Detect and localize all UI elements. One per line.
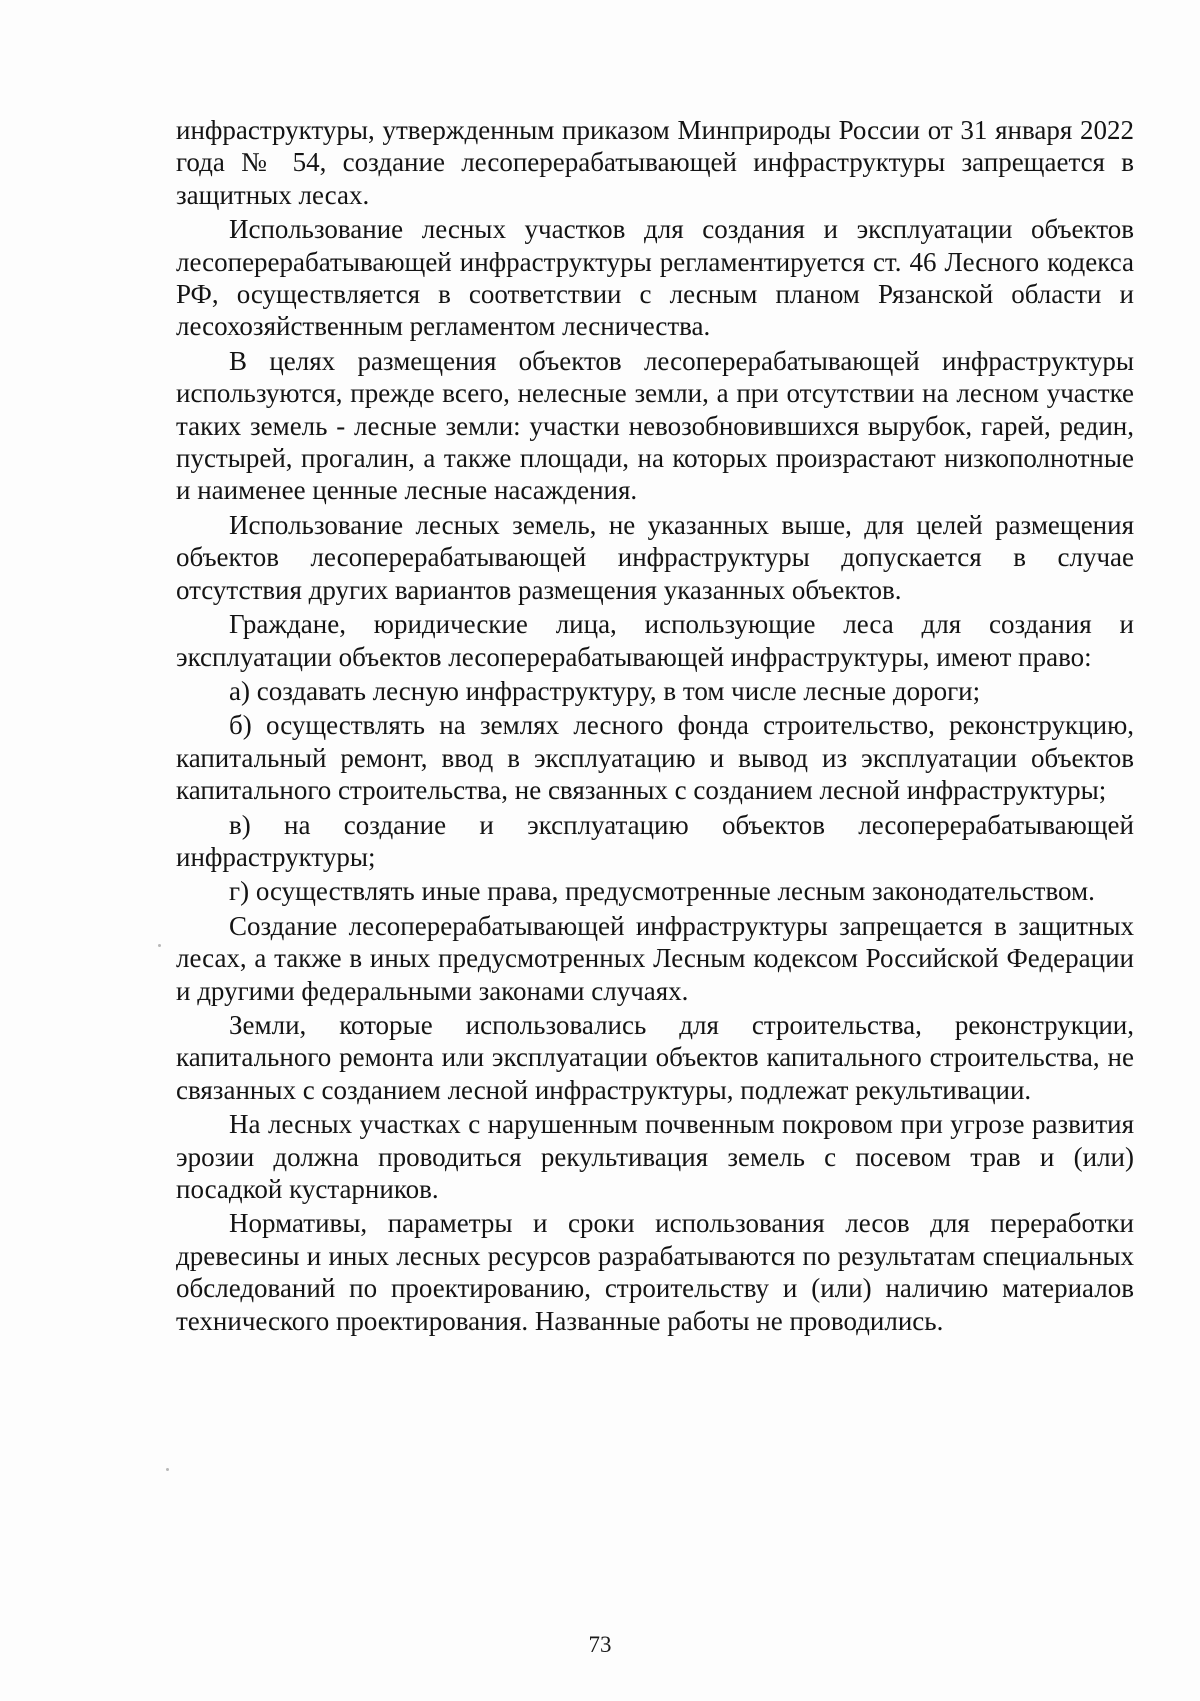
- paragraph-standards: Нормативы, параметры и сроки использования лесов для переработки древесины и иных лесных ресурсов разрабатываются по результатам специальных обследований по проектированию, строительству и (или) наличию материалов технического проектирования. Названные работы не проводились.: [176, 1208, 1134, 1336]
- paragraph-forest-plots-usage: Использование лесных участков для создания и эксплуатации объектов лесоперерабатывающей инфраструктуры регламентируется ст. 46 Лесного кодекса РФ, осуществляется в соответствии с лесным планом Рязанской области и лесохозяйственным регламентом лесничества.: [176, 214, 1134, 342]
- list-item-v: в) на создание и эксплуатацию объектов лесоперерабатывающей инфраструктуры;: [176, 809, 1134, 872]
- paragraph-erosion: На лесных участках с нарушенным почвенным покровом при угрозе развития эрозии должна проводиться рекультивация земель с посевом трав и (или) посадкой кустарников.: [176, 1109, 1134, 1204]
- scan-speck: [158, 944, 161, 947]
- paragraph-placement-purposes: В целях размещения объектов лесоперерабатывающей инфраструктуры используются, прежде всего, нелесные земли, а при отсутствии на лесном участке таких земель - лесные земли: участки невозобновившихся вырубок, гарей, редин, пустырей, прогалин, а также площади, на которых произрастают низкополнотные и наименее ценные лесные насаждения.: [176, 345, 1134, 506]
- paragraph-rights-intro: Граждане, юридические лица, использующие леса для создания и эксплуатации объектов лесоперерабатывающей инфраструктуры, имеют право:: [176, 609, 1134, 672]
- scan-speck: [166, 1468, 169, 1471]
- list-item-g: г) осуществлять иные права, предусмотренные лесным законодательством.: [229, 876, 1095, 907]
- paragraph-prohibition: Создание лесоперерабатывающей инфраструктуры запрещается в защитных лесах, а также в иных предусмотренных Лесным кодексом Российской Федерации и другими федеральными законами случаях.: [176, 910, 1134, 1006]
- page-number: 73: [588, 1632, 612, 1657]
- list-item-b: б) осуществлять на землях лесного фонда строительство, реконструкцию, капитальный ремонт, ввод в эксплуатацию и вывод из эксплуатации объектов капитального строительства, не связанных с созданием лесной инфраструктуры;: [176, 710, 1134, 806]
- paragraph-other-lands: Использование лесных земель, не указанных выше, для целей размещения объектов лесоперерабатывающей инфраструктуры допускается в случае отсутствия других вариантов размещения указанных объектов.: [176, 509, 1134, 605]
- document-body: [176, 114, 1134, 1339]
- list-item-a: а) создавать лесную инфраструктуру, в том числе лесные дороги;: [229, 675, 981, 706]
- paragraph-recultivation: Земли, которые использовались для строительства, реконструкции, капитального ремонта или эксплуатации объектов капитального строительства, не связанных с созданием лесной инфраструктуры, подлежат рекультивации.: [176, 1009, 1134, 1105]
- paragraph-continuation: инфраструктуры, утвержденным приказом Минприроды России от 31 января 2022 года № 54, создание лесоперерабатывающей инфраструктуры запрещается в защитных лесах.: [176, 115, 1134, 210]
